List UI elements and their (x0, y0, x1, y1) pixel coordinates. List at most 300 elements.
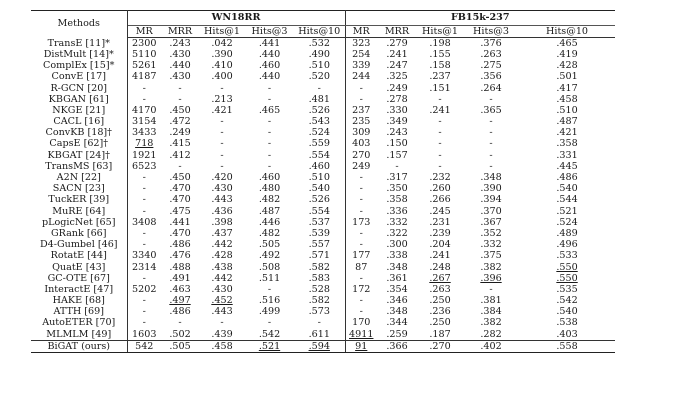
method-name: TransE [11]* (31, 38, 127, 50)
fb15k-237-mr-cell: 235 (352, 116, 371, 128)
wn18rr-mrr-cell: .502 (169, 328, 191, 340)
wn18rr-hits-10-cell: .559 (294, 139, 345, 150)
wn18rr-mrr-cell: .486 (169, 306, 191, 318)
wn18rr-mrr-cell: .491 (169, 272, 191, 284)
wn18rr-mrr-cell: .488 (169, 261, 191, 273)
fb15k-237-mr-cell: 323 (352, 37, 371, 49)
fb15k-237-hits-10-cell: .501 (556, 71, 578, 83)
fb15k-237-hits-3-cell: .263 (480, 49, 502, 60)
fb15k-237-hits-10-cell: .403 (556, 328, 578, 340)
method-name: AutoETER [70] (31, 318, 127, 329)
wn18rr-mr-cell: - (142, 228, 146, 239)
fb15k-237-mr-cell: 403 (352, 138, 371, 150)
fb15k-237-mrr-cell: .348 (386, 306, 408, 318)
fb15k-237-mr-cell: - (359, 306, 363, 318)
results-table (31, 10, 615, 353)
table-row (31, 318, 615, 329)
method-name: MuRE [64] (31, 206, 127, 217)
fb15k-237-mrr-cell: .344 (386, 317, 408, 329)
fb15k-237-hits-10-cell: .544 (556, 194, 578, 206)
fb15k-237-hits-1-cell: .151 (429, 82, 451, 94)
wn18rr-hits-10-cell: .582 (294, 262, 345, 273)
wn18rr-hits-1-cell: .420 (211, 172, 233, 184)
wn18rr-hits-10-cell: .540 (294, 183, 345, 194)
wn18rr-hits-3-cell: .460 (258, 172, 281, 184)
wn18rr-hits-1-cell: - (220, 116, 224, 128)
wn18rr-hits-10-cell: .594 (294, 341, 345, 353)
fb15k-237-hits-10-cell: .486 (556, 172, 578, 184)
wn18rr-mrr-cell: .497 (169, 295, 191, 307)
method-name: GC-OTE [67] (31, 273, 127, 284)
wn18rr-mrr-cell: - (178, 93, 182, 105)
fb15k-237-mr-cell: 170 (352, 317, 371, 329)
method-name: MLMLM [49] (31, 329, 127, 341)
fb15k-237-hits-1-cell: .241 (429, 250, 451, 262)
fb15k-237-mr-cell: - (359, 239, 363, 251)
fb15k-237-hits-10-cell: .542 (556, 295, 578, 307)
wn18rr-hits-1-cell: - (220, 317, 224, 329)
fb15k-237-hits-3-cell: .381 (480, 295, 502, 307)
wn18rr-hits-3-cell: .492 (258, 250, 281, 262)
wn18rr-hits-3-cell: - (267, 149, 272, 161)
wn18rr-mrr-cell: .470 (169, 183, 191, 195)
fb15k-237-hits-10-cell: .558 (519, 341, 615, 353)
fb15k-237-hits-3-cell: .348 (480, 172, 502, 184)
method-name: TransMS [63] (31, 161, 127, 172)
wn18rr-hits-3-cell: .440 (258, 71, 281, 83)
fb15k-237-mrr-cell: .350 (386, 183, 408, 195)
wn18rr-mrr-cell: - (178, 317, 182, 329)
wn18rr-mr-cell: - (142, 205, 146, 217)
fb15k-237-hits-1-cell: .248 (429, 261, 451, 273)
fb15k-237-hits-10-cell: .489 (556, 228, 578, 239)
fb15k-237-mrr-cell: .366 (377, 341, 417, 353)
method-name: InteractE [47] (31, 284, 127, 295)
wn18rr-hits-10-header: Hits@10 (294, 26, 345, 38)
fb15k-237-mrr-cell: .325 (386, 71, 408, 83)
wn18rr-hits-1-cell: - (220, 138, 224, 150)
methods-header: Methods (31, 11, 127, 38)
wn18rr-hits-10-cell: .537 (294, 217, 345, 228)
wn18rr-mrr-header: MRR (161, 26, 199, 38)
wn18rr-mr-cell: 2314 (132, 261, 157, 273)
fb15k-237-mrr-cell: .150 (386, 138, 408, 150)
fb15k-237-mrr-cell: .317 (386, 172, 408, 184)
method-name: ATTH [69] (31, 307, 127, 318)
fb15k-237-hits-1-cell: .270 (417, 341, 463, 353)
fb15k-237-hits-1-cell: - (438, 161, 442, 172)
table-row (31, 195, 615, 206)
method-name: CapsE [62]† (31, 139, 127, 150)
table-row (31, 206, 615, 217)
wn18rr-mrr-cell: .440 (169, 60, 191, 72)
fb15k-237-hits-1-cell: .158 (429, 60, 451, 72)
wn18rr-hits-10-cell: .582 (294, 295, 345, 306)
fb15k-237-hits-3-cell: .275 (480, 60, 502, 72)
wn18rr-hits-10-cell: .510 (294, 60, 345, 71)
wn18rr-mr-cell: 5110 (132, 49, 157, 60)
wn18rr-hits-10-cell: .573 (294, 307, 345, 318)
fb15k-237-hits-1-cell: .236 (429, 306, 451, 318)
wn18rr-hits-3-cell: .511 (258, 272, 281, 284)
fb15k-237-hits-1-cell: .250 (429, 295, 451, 307)
table-row (31, 116, 615, 127)
table-row (31, 295, 615, 306)
wn18rr-hits-3-cell: .516 (258, 295, 281, 307)
wn18rr-hits-1-cell: - (220, 82, 224, 94)
fb15k-237-hits-10-cell: .535 (556, 284, 578, 295)
wn18rr-hits-1-cell: .398 (211, 217, 233, 228)
fb15k-237-mrr-cell: .336 (386, 205, 408, 217)
table-row (31, 83, 615, 94)
fb15k-237-hits-10-cell: .465 (556, 37, 578, 49)
fb15k-237-mr-cell: 254 (352, 49, 371, 60)
fb15k-237-hits-3-cell: .376 (480, 37, 502, 49)
wn18rr-hits-1-cell: .400 (211, 71, 233, 83)
wn18rr-mr-cell: 1603 (132, 328, 157, 340)
fb15k-237-hits-3-cell: .394 (480, 194, 502, 206)
wn18rr-mr-cell: 4170 (132, 105, 157, 116)
table-row (31, 128, 615, 139)
fb15k-237-hits-10-cell: .524 (556, 217, 578, 228)
wn18rr-mr-cell: - (142, 317, 146, 329)
wn18rr-hits-3-cell: .460 (258, 60, 281, 72)
wn18rr-mr-cell: - (142, 82, 146, 94)
wn18rr-hits-10-cell: .520 (294, 72, 345, 83)
fb15k-237-header: FB15k-237 (345, 11, 615, 26)
wn18rr-hits-1-cell: .430 (211, 284, 233, 295)
fb15k-237-mr-cell: 91 (345, 341, 377, 353)
method-name: HAKE [68] (31, 295, 127, 306)
method-name: DistMult [14]* (31, 49, 127, 60)
wn18rr-hits-3-cell: .499 (258, 306, 281, 318)
wn18rr-hits-3-cell: .446 (258, 217, 281, 228)
method-name: KBGAN [61] (31, 94, 127, 105)
fb15k-237-hits-3-header: Hits@3 (463, 26, 519, 38)
wn18rr-mrr-cell: - (178, 82, 182, 94)
wn18rr-mrr-cell: - (178, 161, 182, 172)
wn18rr-mrr-cell: .412 (169, 149, 191, 161)
fb15k-237-hits-3-cell: - (489, 127, 493, 139)
fb15k-237-mrr-cell: .349 (386, 116, 408, 128)
fb15k-237-mrr-cell: .332 (386, 217, 408, 228)
fb15k-237-hits-10-cell: .458 (556, 93, 578, 105)
wn18rr-hits-3-cell: .505 (258, 239, 281, 251)
fb15k-237-mr-cell: 339 (352, 60, 371, 72)
fb15k-237-hits-1-cell: - (438, 93, 442, 105)
wn18rr-mrr-cell: .450 (169, 172, 191, 184)
wn18rr-mrr-cell: .430 (169, 49, 191, 60)
method-name: D4-Gumbel [46] (31, 239, 127, 250)
wn18rr-hits-10-cell: .481 (294, 94, 345, 105)
fb15k-237-hits-1-cell: .260 (429, 183, 451, 195)
wn18rr-mr-cell: - (142, 172, 146, 184)
wn18rr-hits-3-cell: - (267, 317, 272, 329)
method-name: QuatE [43] (31, 262, 127, 273)
fb15k-237-mrr-cell: .249 (386, 82, 408, 94)
fb15k-237-mr-cell: 244 (352, 71, 371, 83)
fb15k-237-mrr-cell: .241 (386, 49, 408, 60)
wn18rr-hits-1-cell: .437 (211, 228, 233, 239)
fb15k-237-hits-3-cell: .382 (480, 317, 502, 329)
fb15k-237-hits-10-header: Hits@10 (519, 26, 615, 38)
wn18rr-header: WN18RR (127, 11, 345, 26)
fb15k-237-hits-3-cell: .264 (480, 82, 502, 94)
fb15k-237-hits-1-cell: .231 (429, 217, 451, 228)
method-name: A2N [22] (31, 172, 127, 183)
fb15k-237-mr-cell: 309 (352, 127, 371, 139)
wn18rr-hits-3-cell: - (267, 116, 272, 128)
wn18rr-hits-10-cell: .490 (294, 49, 345, 60)
method-name: SACN [23] (31, 183, 127, 194)
wn18rr-hits-1-cell: .452 (211, 295, 233, 307)
method-name: KBGAT [24]† (31, 150, 127, 161)
fb15k-237-hits-1-cell: .267 (429, 272, 451, 284)
fb15k-237-mrr-cell: .330 (386, 105, 408, 116)
fb15k-237-hits-3-cell: - (489, 161, 493, 172)
fb15k-237-hits-1-cell: .250 (429, 317, 451, 329)
wn18rr-mrr-cell: .463 (169, 284, 191, 295)
table-row (31, 284, 615, 295)
table-row (31, 94, 615, 105)
fb15k-237-mrr-cell: .279 (386, 37, 408, 49)
wn18rr-hits-3-cell: .542 (258, 328, 281, 340)
wn18rr-mrr-cell: .472 (169, 116, 191, 128)
fb15k-237-mrr-cell: .157 (386, 149, 408, 161)
wn18rr-hits-3-cell: .441 (258, 37, 281, 49)
table-row (31, 228, 615, 239)
wn18rr-hits-10-cell: .554 (294, 150, 345, 161)
fb15k-237-mr-cell: - (359, 93, 363, 105)
fb15k-237-hits-3-cell: .365 (480, 105, 502, 116)
wn18rr-hits-10-cell: - (294, 318, 345, 329)
wn18rr-hits-10-cell: .524 (294, 128, 345, 139)
wn18rr-hits-3-cell: .482 (258, 228, 281, 239)
fb15k-237-mrr-cell: .358 (386, 194, 408, 206)
fb15k-237-hits-1-cell: - (438, 138, 442, 150)
table-row (31, 251, 615, 262)
table-header (31, 11, 615, 38)
fb15k-237-hits-1-cell: - (438, 127, 442, 139)
fb15k-237-hits-3-cell: .356 (480, 71, 502, 83)
wn18rr-hits-1-cell: .439 (211, 328, 233, 340)
wn18rr-mr-cell: 5261 (132, 60, 157, 72)
wn18rr-hits-1-cell: .458 (199, 341, 245, 353)
fb15k-237-hits-3-cell: .384 (480, 306, 502, 318)
fb15k-237-hits-1-cell: .237 (429, 71, 451, 83)
method-name: BiGAT (ours) (31, 341, 127, 353)
fb15k-237-mr-cell: - (359, 228, 363, 239)
fb15k-237-hits-10-cell: .510 (556, 105, 578, 116)
wn18rr-hits-1-cell: .443 (211, 306, 233, 318)
wn18rr-hits-1-header: Hits@1 (199, 26, 245, 38)
table-row (31, 183, 615, 194)
fb15k-237-mr-cell: - (359, 82, 363, 94)
wn18rr-mrr-cell: .470 (169, 194, 191, 206)
wn18rr-mr-cell: 5202 (132, 284, 157, 295)
method-name: pLogicNet [65] (31, 217, 127, 228)
fb15k-237-hits-3-cell: - (489, 284, 493, 295)
fb15k-237-hits-1-cell: .239 (429, 228, 451, 239)
wn18rr-hits-1-cell: .430 (211, 183, 233, 195)
wn18rr-mr-cell: 718 (135, 138, 154, 150)
wn18rr-mr-cell: - (142, 194, 146, 206)
fb15k-237-hits-1-cell: .266 (429, 194, 451, 206)
fb15k-237-mrr-cell: - (395, 161, 399, 172)
method-name: CACL [16] (31, 116, 127, 127)
method-name: GRank [66] (31, 228, 127, 239)
wn18rr-hits-1-cell: .213 (211, 93, 233, 105)
wn18rr-mrr-cell: .475 (169, 205, 191, 217)
wn18rr-hits-1-cell: - (220, 127, 224, 139)
table-row (31, 217, 615, 228)
table-row (31, 139, 615, 150)
fb15k-237-hits-10-cell: .496 (556, 239, 578, 251)
wn18rr-hits-1-cell: .438 (211, 261, 233, 273)
method-name: NKGE [21] (31, 105, 127, 116)
fb15k-237-hits-3-cell: .402 (463, 341, 519, 353)
fb15k-237-hits-10-cell: .445 (556, 161, 578, 172)
fb15k-237-mr-cell: 249 (352, 161, 371, 172)
fb15k-237-mr-cell: 177 (352, 250, 371, 262)
fb15k-237-mr-cell: - (359, 205, 363, 217)
fb15k-237-hits-1-cell: .198 (429, 37, 451, 49)
wn18rr-mr-cell: - (142, 93, 146, 105)
wn18rr-hits-3-cell: .440 (258, 49, 281, 60)
wn18rr-hits-3-cell: - (267, 138, 272, 150)
fb15k-237-hits-10-cell: .550 (556, 272, 578, 284)
wn18rr-hits-10-cell: - (294, 83, 345, 94)
fb15k-237-hits-3-cell: - (489, 93, 493, 105)
wn18rr-hits-10-cell: .583 (294, 273, 345, 284)
fb15k-237-mrr-cell: .259 (386, 328, 408, 340)
fb15k-237-hits-10-cell: .419 (556, 49, 578, 60)
fb15k-237-hits-10-cell: .533 (556, 250, 578, 262)
wn18rr-hits-3-cell: .465 (258, 105, 281, 116)
fb15k-237-hits-3-cell: .370 (480, 205, 502, 217)
fb15k-237-hits-10-cell: .521 (556, 205, 578, 217)
fb15k-237-mr-cell: - (359, 295, 363, 307)
fb15k-237-mrr-cell: .348 (386, 261, 408, 273)
wn18rr-hits-10-cell: .460 (294, 161, 345, 172)
fb15k-237-mrr-cell: .346 (386, 295, 408, 307)
wn18rr-hits-3-cell: .508 (258, 261, 281, 273)
wn18rr-hits-1-cell: .436 (211, 205, 233, 217)
table-row (31, 262, 615, 273)
wn18rr-mr-cell: - (142, 295, 146, 307)
wn18rr-mrr-cell: .486 (169, 239, 191, 251)
table-body (31, 38, 615, 353)
fb15k-237-mr-cell: - (359, 172, 363, 184)
table-row (31, 49, 615, 60)
wn18rr-hits-1-cell: .410 (211, 60, 233, 72)
wn18rr-hits-10-cell: .510 (294, 172, 345, 183)
wn18rr-mr-cell: 3154 (132, 116, 157, 128)
fb15k-237-hits-1-cell: - (438, 149, 442, 161)
table-row (31, 172, 615, 183)
table-row (31, 239, 615, 250)
wn18rr-hits-1-cell: .428 (211, 250, 233, 262)
table-row (31, 273, 615, 284)
fb15k-237-hits-10-cell: .417 (556, 82, 578, 94)
wn18rr-mrr-cell: .505 (161, 341, 199, 353)
fb15k-237-hits-1-cell: .204 (429, 239, 451, 251)
wn18rr-mr-cell: 3340 (132, 250, 157, 262)
wn18rr-hits-10-cell: .571 (294, 251, 345, 262)
fb15k-237-mr-cell: 87 (355, 261, 368, 273)
wn18rr-mr-cell: 1921 (132, 149, 157, 161)
fb15k-237-hits-1-cell: .263 (429, 284, 451, 295)
fb15k-237-mr-cell: 173 (352, 217, 371, 228)
wn18rr-mr-header: MR (127, 26, 161, 38)
fb15k-237-hits-10-cell: .487 (556, 116, 578, 128)
fb15k-237-mr-cell: - (359, 272, 363, 284)
table-row (31, 72, 615, 83)
table-row (31, 329, 615, 341)
wn18rr-mrr-cell: .415 (169, 138, 191, 150)
fb15k-237-hits-3-cell: .282 (480, 328, 502, 340)
fb15k-237-mrr-header: MRR (377, 26, 417, 38)
fb15k-237-hits-3-cell: .332 (480, 239, 502, 251)
table-row (31, 307, 615, 318)
wn18rr-hits-1-cell: .390 (211, 49, 233, 60)
wn18rr-hits-3-cell: - (267, 82, 272, 94)
wn18rr-hits-1-cell: .442 (211, 239, 233, 251)
wn18rr-mrr-cell: .430 (169, 71, 191, 83)
wn18rr-hits-1-cell: - (220, 149, 224, 161)
wn18rr-mr-cell: 3433 (132, 127, 157, 139)
fb15k-237-mr-cell: - (359, 183, 363, 195)
wn18rr-mr-cell: 2300 (132, 37, 157, 49)
fb15k-237-mrr-cell: .322 (386, 228, 408, 239)
fb15k-237-mrr-cell: .300 (386, 239, 408, 251)
fb15k-237-hits-3-cell: - (489, 138, 493, 150)
wn18rr-hits-1-cell: - (220, 161, 224, 172)
wn18rr-mr-cell: - (142, 239, 146, 251)
wn18rr-mrr-cell: .476 (169, 250, 191, 262)
fb15k-237-mr-cell: 270 (352, 149, 371, 161)
fb15k-237-hits-10-cell: .540 (556, 306, 578, 318)
fb15k-237-mrr-cell: .361 (386, 272, 408, 284)
fb15k-237-mr-cell: 4911 (349, 328, 374, 340)
wn18rr-mrr-cell: .450 (169, 105, 191, 116)
fb15k-237-mr-header: MR (345, 26, 377, 38)
fb15k-237-hits-1-cell: .232 (429, 172, 451, 184)
method-name: R-GCN [20] (31, 83, 127, 94)
wn18rr-hits-10-cell: .543 (294, 116, 345, 127)
method-name: ComplEx [15]* (31, 60, 127, 71)
wn18rr-hits-1-cell: .442 (211, 272, 233, 284)
fb15k-237-hits-3-cell: .375 (480, 250, 502, 262)
wn18rr-hits-10-cell: .557 (294, 239, 345, 250)
fb15k-237-hits-10-cell: .421 (556, 127, 578, 139)
fb15k-237-mrr-cell: .354 (386, 284, 408, 295)
wn18rr-hits-3-header: Hits@3 (245, 26, 294, 38)
fb15k-237-hits-3-cell: .396 (480, 272, 502, 284)
wn18rr-hits-3-cell: .480 (258, 183, 281, 195)
wn18rr-hits-3-cell: - (267, 127, 272, 139)
method-name: ConvKB [18]† (31, 128, 127, 139)
wn18rr-hits-1-cell: .443 (211, 194, 233, 206)
fb15k-237-hits-3-cell: .382 (480, 261, 502, 273)
fb15k-237-hits-10-cell: .428 (556, 60, 578, 72)
fb15k-237-mr-cell: - (359, 194, 363, 206)
wn18rr-hits-3-cell: .521 (245, 341, 294, 353)
wn18rr-hits-3-cell: .482 (258, 194, 281, 206)
table-row (31, 161, 615, 172)
wn18rr-mrr-cell: .249 (169, 127, 191, 139)
method-name: ConvE [17] (31, 72, 127, 83)
